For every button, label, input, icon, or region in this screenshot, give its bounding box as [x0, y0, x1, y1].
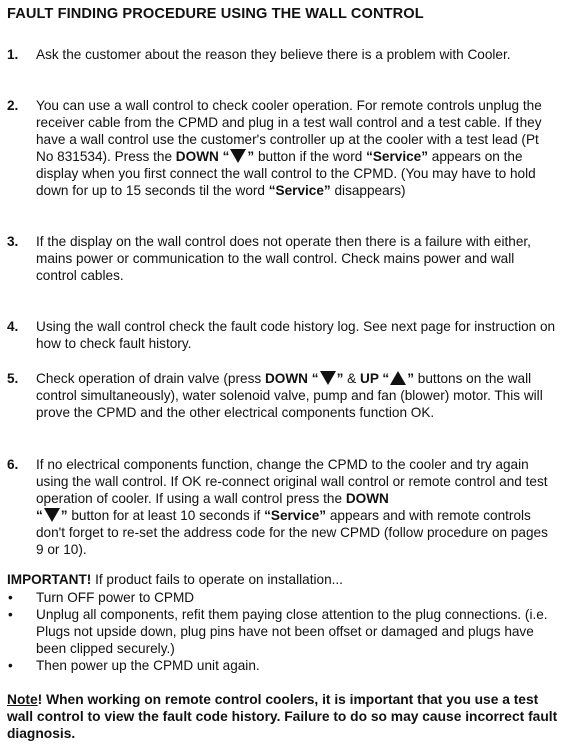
step-number: 2. [7, 98, 19, 113]
step-4 [7, 318, 557, 352]
important-label: IMPORTANT! [7, 572, 92, 587]
step-text-part: buttons on the wall control simultaneously), water solenoid valve, pump and fan (blower) motor. This will prove the CPMD and the other electrical components function OK. [36, 371, 543, 420]
list-item [7, 589, 557, 606]
step-number: 3. [7, 234, 19, 249]
step-number: 1. [7, 47, 19, 62]
important-line [7, 571, 557, 588]
quote-open: “ [36, 508, 43, 523]
service-word: “Service” [264, 508, 327, 523]
step-1 [7, 46, 557, 63]
step-2 [7, 97, 557, 199]
quote-open: “ [378, 371, 390, 386]
step-text [36, 97, 557, 199]
step-text-part: & [343, 371, 360, 386]
bullet-text: Then power up the CPMD unit again. [36, 658, 260, 673]
note-label: Note [7, 692, 38, 707]
down-triangle-icon [230, 149, 246, 163]
bullet-text: Unplug all components, refit them paying close attention to the plug connections. (i.e. Plugs not upside down, plug pins have not been offset or damaged and plugs have been clipped securely.) [36, 607, 548, 656]
service-word: “Service” [268, 183, 331, 198]
down-label: DOWN [345, 491, 389, 506]
step-text [36, 456, 557, 558]
step-number: 5. [7, 371, 19, 386]
list-item [7, 606, 557, 657]
step-number: 6. [7, 457, 19, 472]
step-6 [7, 456, 557, 558]
step-5 [7, 370, 557, 421]
quote-close: ” [407, 371, 418, 386]
down-triangle-icon [320, 371, 336, 385]
list-item [7, 657, 557, 674]
quote-close: ” [247, 149, 258, 164]
quote-close: ” [60, 508, 72, 523]
up-label: UP [360, 371, 379, 386]
step-text-part: appears on the display when you first connect the wall control to the CPMD. (You may have to hold down for up to 15 seconds til the word [36, 149, 536, 198]
quote-open: “ [218, 149, 230, 164]
note-paragraph [7, 691, 559, 742]
step-text: If the display on the wall control does not operate then there is a failure with either, mains power or communication to the wall control. Check mains power and wall control cables. [36, 234, 531, 283]
bullet-icon: • [8, 658, 13, 673]
quote-close: ” [336, 371, 344, 386]
step-text-part: appears and with remote controls don't forget to re-set the address code for the new CPMD (follow procedure on pages 9 or 10). [36, 508, 548, 557]
service-word: “Service” [366, 149, 429, 164]
down-triangle-icon [44, 508, 60, 522]
step-text: Using the wall control check the fault code history log. See next page for instruction on how to check fault history. [36, 319, 556, 351]
step-text-part: You can use a wall control to check cooler operation. For remote controls unplug the receiver cable from the CPMD and plug in a test wall control and a test cable. If they have a wall control use the customer's controller up at the cooler with a test lead (Pt No 831534). Press the [36, 98, 542, 164]
page-title: FAULT FINDING PROCEDURE USING THE WALL CONTROL [7, 6, 424, 22]
step-number: 4. [7, 319, 19, 334]
step-text [36, 370, 557, 421]
bullet-icon: • [8, 607, 13, 622]
step-text-part: If no electrical components function, change the CPMD to the cooler and try again using the wall control. If OK re-connect original wall control or remote control and test operation of cooler. If using a wall control press the [36, 457, 548, 506]
important-text: If product fails to operate on installation... [91, 572, 343, 587]
bullet-icon: • [8, 590, 13, 605]
down-label: DOWN [264, 371, 308, 386]
quote-open: “ [308, 371, 319, 386]
step-text-part: disappears) [330, 183, 406, 198]
step-text: Ask the customer about the reason they believe there is a problem with Cooler. [36, 47, 511, 62]
bullet-list [7, 589, 557, 674]
step-3 [7, 233, 557, 284]
note-text: ! When working on remote control coolers, it is important that you use a test wall control to view the fault code history. Failure to do so may cause incorrect fault diagnosis. [7, 692, 558, 741]
up-triangle-icon [390, 371, 406, 385]
bullet-text: Turn OFF power to CPMD [36, 590, 195, 605]
step-text-part: button if the word [258, 149, 367, 164]
step-text-part: Check operation of drain valve (press [36, 371, 265, 386]
down-label: DOWN [175, 149, 219, 164]
step-text-part: button for at least 10 seconds if [71, 508, 265, 523]
